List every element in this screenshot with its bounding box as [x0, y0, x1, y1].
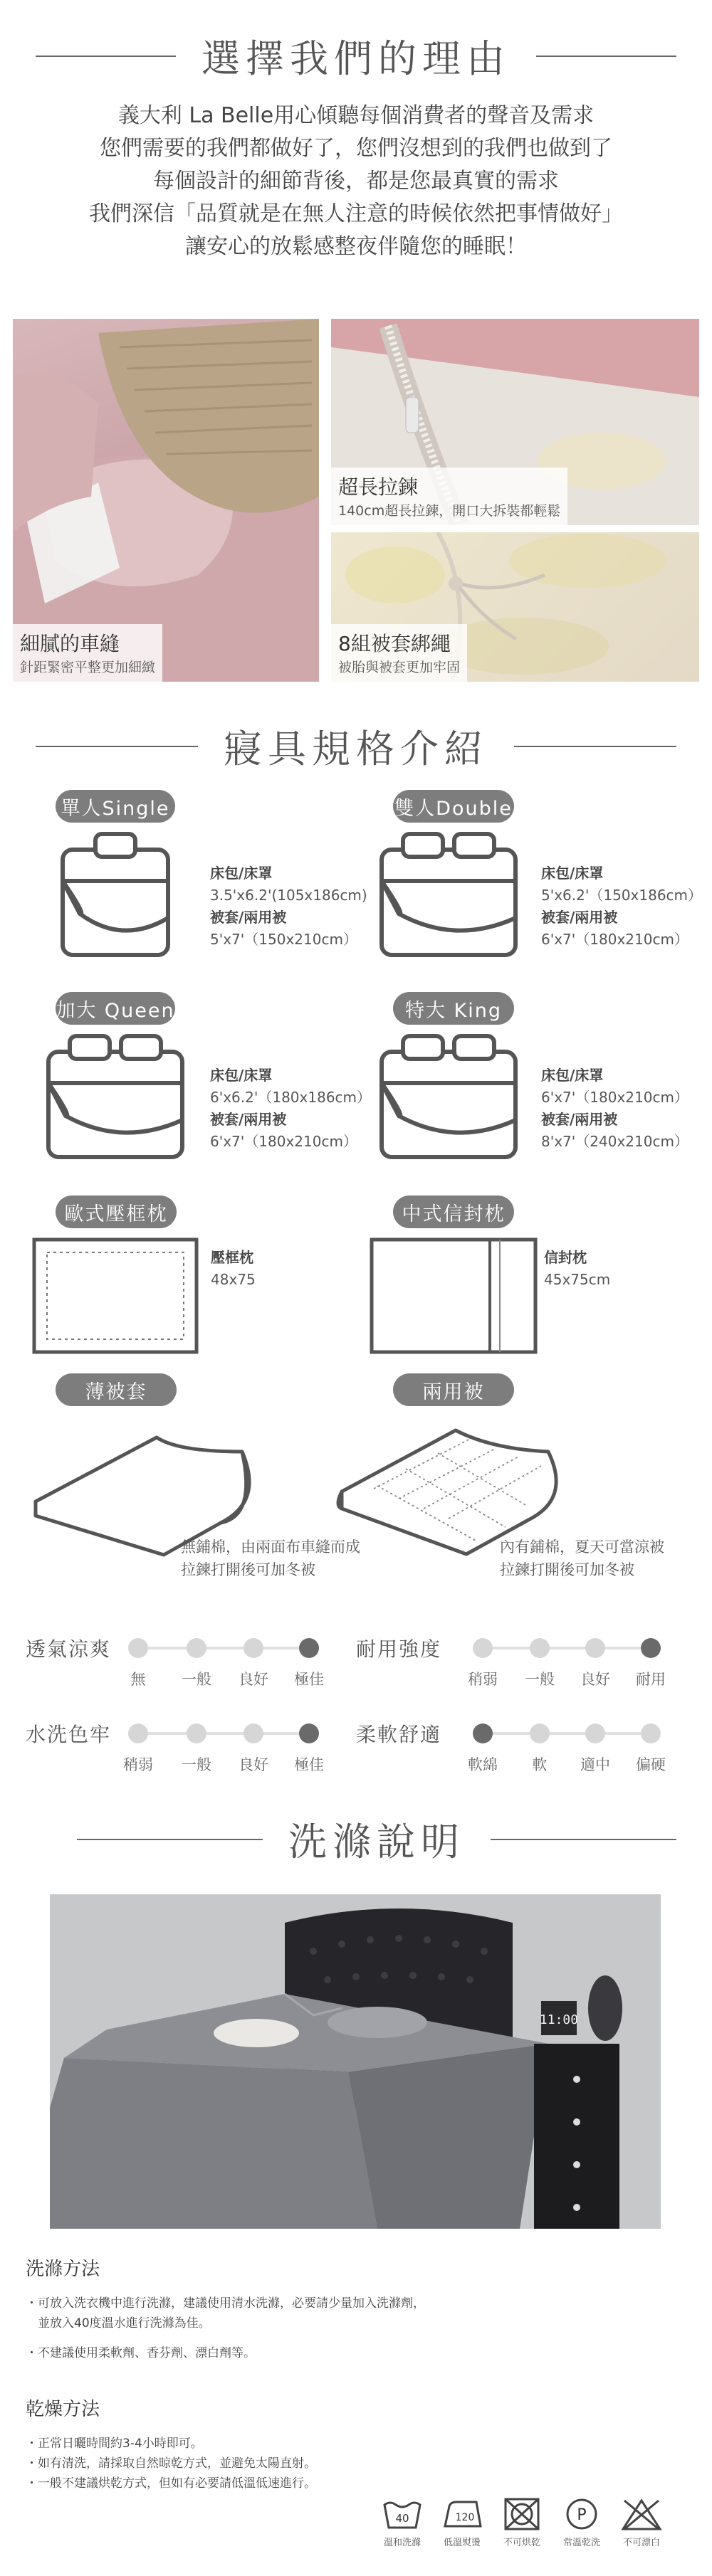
- spec-value: 3.5'x6.2'(105x186cm): [210, 887, 367, 904]
- care-heading: [0, 1812, 712, 1867]
- symbol-label: 常溫乾洗: [562, 2538, 600, 2548]
- zipper-caption-title: 超長拉鍊: [338, 475, 419, 499]
- iron-icon: [439, 2496, 485, 2532]
- rating-level-label: 稍弱: [123, 1756, 153, 1773]
- rating-level-label: 稍弱: [468, 1671, 498, 1688]
- zipper-caption: [331, 468, 567, 525]
- rating-dot: [585, 1724, 605, 1743]
- rating-dot: [128, 1638, 148, 1658]
- rating-track: [483, 1647, 651, 1649]
- stitch-photo: [13, 319, 319, 682]
- spec-value: 5'x7'（150x210cm）: [210, 931, 357, 948]
- double-spec: [541, 862, 702, 951]
- no-tumble-dry-symbol: [497, 2496, 547, 2548]
- quilt-desc-line: 拉鍊打開後可加冬被: [500, 1561, 634, 1578]
- wash-tub-icon: [382, 2496, 423, 2532]
- rating-level-label: 極佳: [294, 1671, 324, 1688]
- spec-key: 被套/兩用被: [210, 909, 287, 926]
- rating-dot: [530, 1724, 550, 1743]
- rating-dot: [641, 1724, 661, 1743]
- spec-key: 床包/床罩: [210, 865, 273, 882]
- ties-photo: [331, 532, 699, 682]
- rating-label: 水洗色牢: [26, 1723, 112, 1746]
- spec-value: 6'x7'（180x210cm）: [541, 931, 689, 948]
- single-bed-icon: [58, 831, 172, 959]
- intro-line: 義大利 La Belle用心傾聽每個消費者的聲音及需求: [117, 103, 595, 128]
- spec-key: 被套/兩用被: [210, 1111, 287, 1128]
- single-spec: [210, 862, 367, 951]
- rating-track: [483, 1732, 651, 1735]
- spec-value: 45x75cm: [544, 1271, 611, 1288]
- wash-instruction: ・可放入洗衣機中進行洗滌，建議使用清水洗滌，必要請少量加入洗滌劑，: [26, 2296, 425, 2311]
- symbol-label: 不可烘乾: [503, 2538, 540, 2548]
- spec-value: 5'x6.2'（150x186cm）: [541, 887, 703, 904]
- rating-dot: [473, 1724, 493, 1743]
- stitch-caption-sub: 針距緊密平整更加細緻: [20, 660, 156, 675]
- reasons-title: 選擇我們的理由: [201, 36, 511, 81]
- rating-level-label: 一般: [182, 1756, 211, 1773]
- rating-dot: [244, 1638, 263, 1658]
- spec-value: 6'x6.2'（180x186cm）: [210, 1089, 372, 1106]
- spec-key: 壓框枕: [211, 1249, 253, 1266]
- queen-spec: [210, 1065, 371, 1153]
- spec-key: 床包/床罩: [541, 865, 604, 882]
- rating-dot: [473, 1638, 493, 1658]
- rating-dot: [128, 1724, 148, 1743]
- thin-quilt-desc: [181, 1536, 360, 1581]
- rating-level-label: 良好: [239, 1756, 268, 1773]
- spec-key: 床包/床罩: [210, 1067, 273, 1084]
- size-pill-king: 特大 King: [393, 992, 514, 1025]
- stitch-caption-title: 細膩的車縫: [20, 632, 120, 655]
- rating-level-label: 良好: [580, 1671, 610, 1688]
- stitch-caption: [13, 624, 162, 682]
- dry-instruction: ・正常日曬時間約3-4小時即可。: [26, 2437, 203, 2451]
- iron-temp-mark: 120: [455, 2512, 475, 2523]
- low-iron-symbol: [437, 2496, 487, 2548]
- wash-temp-mark: 40: [395, 2512, 409, 2525]
- bedroom-photo-art: [50, 1894, 661, 2229]
- dry-clean-icon: [562, 2496, 601, 2532]
- intro-line: 讓安心的放鬆感整夜伴隨您的睡眠！: [185, 234, 527, 259]
- spec-title: 寢具規格介紹: [224, 727, 488, 771]
- wash-instruction: ・不建議使用柔軟劑、香芬劑、漂白劑等。: [26, 2346, 256, 2360]
- rating-dot: [244, 1724, 263, 1743]
- dry-instruction: ・如有清洗，請採取自然晾乾方式，並避免太陽直射。: [26, 2456, 316, 2471]
- heading-rule-right: [491, 1839, 676, 1840]
- dual-quilt-desc: [500, 1536, 664, 1581]
- spec-heading: [0, 719, 712, 774]
- rating-dot: [187, 1638, 206, 1658]
- no-bleach-symbol: [617, 2496, 666, 2548]
- dry-clean-mark: P: [577, 2506, 587, 2524]
- chinese-pillow-icon: [369, 1237, 538, 1355]
- rating-level-label: 無: [130, 1671, 146, 1688]
- euro-pillow-spec: [211, 1247, 256, 1291]
- intro-line: 您們需要的我們都做好了，您們沒想到的我們也做到了: [100, 136, 612, 161]
- chinese-pillow-spec: [544, 1247, 610, 1291]
- rating-track: [138, 1732, 309, 1735]
- reasons-heading: [0, 28, 712, 83]
- symbol-label: 低溫熨燙: [443, 2538, 481, 2548]
- euro-pillow-icon: [31, 1237, 199, 1355]
- king-bed-icon: [377, 1033, 520, 1161]
- rating-label: 柔軟舒適: [356, 1723, 442, 1746]
- bedroom-photo: [50, 1894, 661, 2229]
- heading-rule-right: [514, 746, 676, 747]
- zipper-caption-sub: 140cm超長拉鍊，開口大拆裝都輕鬆: [338, 503, 561, 519]
- spec-value: 6'x7'（180x210cm）: [541, 1089, 689, 1106]
- heading-rule-right: [536, 56, 676, 57]
- spec-value: 6'x7'（180x210cm）: [210, 1133, 357, 1150]
- zipper-photo: [331, 319, 699, 525]
- symbol-label: 溫和洗滌: [383, 2538, 421, 2548]
- intro-line: 我們深信「品質就是在無人注意的時候依然把事情做好」: [89, 201, 623, 226]
- rating-level-label: 一般: [525, 1671, 555, 1688]
- rating-dot: [530, 1638, 550, 1658]
- care-title: 洗滌說明: [288, 1820, 465, 1864]
- intro-text: [0, 100, 712, 263]
- rating-level-label: 一般: [182, 1671, 211, 1688]
- no-bleach-icon: [620, 2496, 663, 2532]
- heading-rule-left: [36, 56, 176, 57]
- rating-dot: [585, 1638, 605, 1658]
- rating-level-label: 軟: [532, 1756, 548, 1773]
- rating-dot: [299, 1724, 319, 1743]
- size-pill-queen: 加大 Queen: [56, 992, 175, 1025]
- rating-label: 透氣涼爽: [26, 1637, 112, 1661]
- spec-key: 床包/床罩: [541, 1067, 604, 1084]
- heading-rule-left: [36, 746, 198, 747]
- symbol-label: 不可漂白: [622, 2538, 660, 2548]
- no-tumble-dry-icon: [503, 2496, 541, 2532]
- quilt-pill-dual: 兩用被: [393, 1373, 514, 1406]
- ties-caption: [331, 624, 467, 682]
- spec-key: 被套/兩用被: [541, 1111, 618, 1128]
- spec-key: 信封枕: [544, 1249, 587, 1266]
- king-spec: [541, 1065, 689, 1153]
- wash-instruction: 並放入40度溫水進行洗滌為佳。: [26, 2316, 211, 2330]
- gentle-wash-symbol: [377, 2496, 427, 2548]
- rating-level-label: 極佳: [294, 1756, 324, 1773]
- quilt-desc-line: 內有鋪棉，夏天可當涼被: [500, 1538, 664, 1556]
- dry-method-title: 乾燥方法: [26, 2399, 100, 2420]
- ties-caption-sub: 被胎與被套更加牢固: [338, 660, 461, 675]
- quilt-pill-thin: 薄被套: [56, 1373, 177, 1406]
- quilt-desc-line: 無鋪棉，由兩面布車縫而成: [181, 1538, 360, 1556]
- heading-rule-left: [77, 1839, 263, 1840]
- rating-level-label: 良好: [239, 1671, 268, 1688]
- rating-level-label: 偏硬: [636, 1756, 666, 1773]
- size-pill-double: 雙人Double: [393, 790, 514, 823]
- rating-dot: [187, 1724, 206, 1743]
- dry-instruction: ・一般不建議烘乾方式，但如有必要請低溫低速進行。: [26, 2476, 316, 2491]
- queen-bed-icon: [44, 1033, 187, 1161]
- wash-method-title: 洗滌方法: [26, 2259, 100, 2280]
- spec-value: 48x75: [211, 1271, 256, 1288]
- pillow-pill-chinese: 中式信封枕: [393, 1195, 514, 1228]
- pillow-pill-euro: 歐式壓框枕: [56, 1195, 177, 1228]
- double-bed-icon: [377, 831, 520, 959]
- spec-value: 8'x7'（240x210cm）: [541, 1133, 689, 1150]
- care-instructions: [26, 2254, 688, 2493]
- rating-label: 耐用強度: [356, 1637, 442, 1661]
- rating-dot: [299, 1638, 319, 1658]
- intro-line: 每個設計的細節背後，都是您最真實的需求: [153, 169, 559, 194]
- rating-level-label: 耐用: [636, 1671, 666, 1688]
- rating-level-label: 適中: [580, 1756, 610, 1773]
- quilt-desc-line: 拉鍊打開後可加冬被: [181, 1561, 315, 1578]
- rating-level-label: 軟綿: [468, 1756, 498, 1773]
- spec-key: 被套/兩用被: [541, 909, 618, 926]
- rating-track: [138, 1647, 309, 1649]
- dry-clean-symbol: [557, 2496, 607, 2548]
- size-pill-single: 單人Single: [56, 790, 175, 823]
- rating-dot: [641, 1638, 661, 1658]
- clock-readout: 11:00: [539, 2012, 579, 2027]
- ties-caption-title: 8組被套綁繩: [338, 632, 451, 655]
